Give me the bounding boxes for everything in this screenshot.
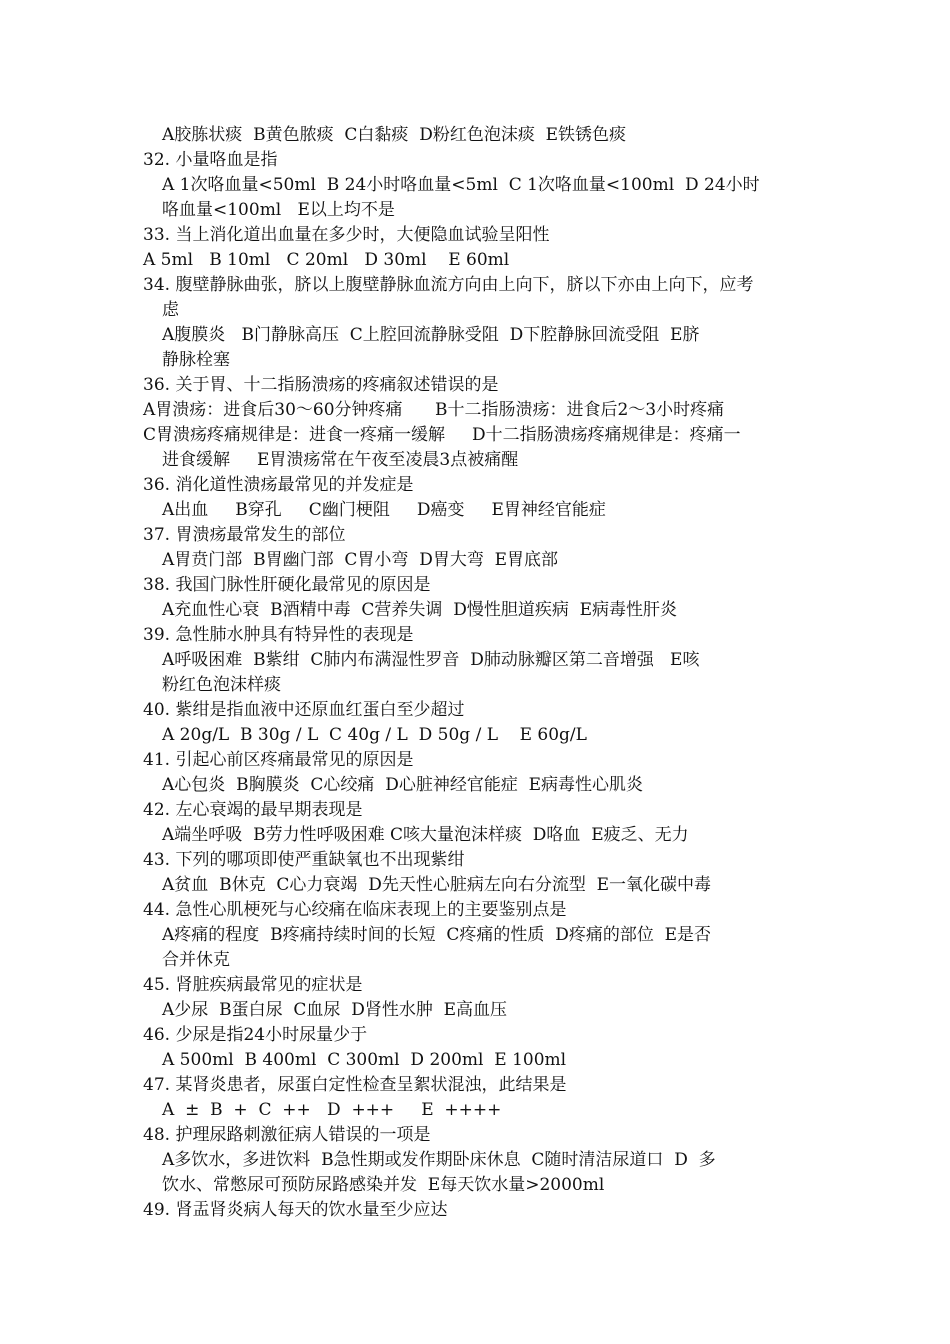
text-line: A腹膜炎 B门静脉高压 C上腔回流静脉受阻 D下腔静脉回流受阻 E脐 <box>162 325 700 345</box>
text-line: 饮水、常憋尿可预防尿路感染并发 E每天饮水量>2000ml <box>162 1175 605 1195</box>
text-line: A胃贲门部 B胃幽门部 C胃小弯 D胃大弯 E胃底部 <box>162 550 559 570</box>
text-line: A多饮水，多进饮料 B急性期或发作期卧床休息 C随时清洁尿道口 D 多 <box>162 1150 716 1170</box>
question-33: 33. 当上消化道出血量在多少时，大便隐血试验呈阳性 <box>143 225 550 245</box>
question-41: 41. 引起心前区疼痛最常见的原因是 <box>143 750 414 770</box>
question-44: 44. 急性心肌梗死与心绞痛在临床表现上的主要鉴别点是 <box>143 900 567 920</box>
text-line: A ± B + C ++ D +++ E ++++ <box>162 1100 502 1120</box>
text-line: A充血性心衰 B酒精中毒 C营养失调 D慢性胆道疾病 E病毒性肝炎 <box>162 600 678 620</box>
question-36a: 36. 关于胃、十二指肠溃疡的疼痛叙述错误的是 <box>143 375 499 395</box>
text-line: A疼痛的程度 B疼痛持续时间的长短 C疼痛的性质 D疼痛的部位 E是否 <box>162 925 712 945</box>
text-line: 合并休克 <box>162 950 230 970</box>
question-40: 40. 紫绀是指血液中还原血红蛋白至少超过 <box>143 700 465 720</box>
text-line: A 5ml B 10ml C 20ml D 30ml E 60ml <box>143 250 510 270</box>
question-46: 46. 少尿是指24小时尿量少于 <box>143 1025 368 1045</box>
text-line: A胃溃疡：进食后30～60分钟疼痛 B十二指肠溃疡：进食后2～3小时疼痛 <box>143 400 725 420</box>
question-32: 32. 小量咯血是指 <box>143 150 278 170</box>
text-line: A 1次咯血量<50ml B 24小时咯血量<5ml C 1次咯血量<100ml D 24小时 <box>162 175 760 195</box>
question-36b: 36. 消化道性溃疡最常见的并发症是 <box>143 475 414 495</box>
question-38: 38. 我国门脉性肝硬化最常见的原因是 <box>143 575 431 595</box>
text-line: A端坐呼吸 B劳力性呼吸困难 C咳大量泡沫样痰 D咯血 E疲乏、无力 <box>162 825 689 845</box>
text-line: C胃溃疡疼痛规律是：进食一疼痛一缓解 D十二指肠溃疡疼痛规律是：疼痛一 <box>143 425 741 445</box>
text-line: A 500ml B 400ml C 300ml D 200ml E 100ml <box>162 1050 567 1070</box>
text-line: A呼吸困难 B紫绀 C肺内布满湿性罗音 D肺动脉瓣区第二音增强 E咳 <box>162 650 700 670</box>
text-line: 虑 <box>162 300 179 320</box>
question-42: 42. 左心衰竭的最早期表现是 <box>143 800 363 820</box>
text-line: A出血 B穿孔 C幽门梗阻 D癌变 E胃神经官能症 <box>162 500 606 520</box>
question-37: 37. 胃溃疡最常发生的部位 <box>143 525 346 545</box>
text-line: A心包炎 B胸膜炎 C心绞痛 D心脏神经官能症 E病毒性心肌炎 <box>162 775 644 795</box>
text-line: 静脉栓塞 <box>162 350 230 370</box>
question-39: 39. 急性肺水肿具有特异性的表现是 <box>143 625 414 645</box>
text-line: 进食缓解 E胃溃疡常在午夜至凌晨3点被痛醒 <box>162 450 519 470</box>
text-line: 咯血量<100ml E以上均不是 <box>162 200 395 220</box>
text-line: 粉红色泡沫样痰 <box>162 675 281 695</box>
question-34: 34. 腹壁静脉曲张，脐以上腹壁静脉血流方向由上向下，脐以下亦由上向下，应考 <box>143 275 754 295</box>
question-49: 49. 肾盂肾炎病人每天的饮水量至少应达 <box>143 1200 448 1220</box>
text-line: A贫血 B休克 C心力衰竭 D先天性心脏病左向右分流型 E一氧化碳中毒 <box>162 875 712 895</box>
question-47: 47. 某肾炎患者，尿蛋白定性检查呈絮状混浊，此结果是 <box>143 1075 567 1095</box>
question-43: 43. 下列的哪项即使严重缺氧也不出现紫绀 <box>143 850 465 870</box>
question-45: 45. 肾脏疾病最常见的症状是 <box>143 975 363 995</box>
text-line: A胶胨状痰 B黄色脓痰 C白黏痰 D粉红色泡沫痰 E铁锈色痰 <box>162 125 627 145</box>
text-line: A少尿 B蛋白尿 C血尿 D肾性水肿 E高血压 <box>162 1000 508 1020</box>
question-48: 48. 护理尿路刺激征病人错误的一项是 <box>143 1125 431 1145</box>
text-line: A 20g/L B 30g / L C 40g / L D 50g / L E 60g/L <box>162 725 587 745</box>
